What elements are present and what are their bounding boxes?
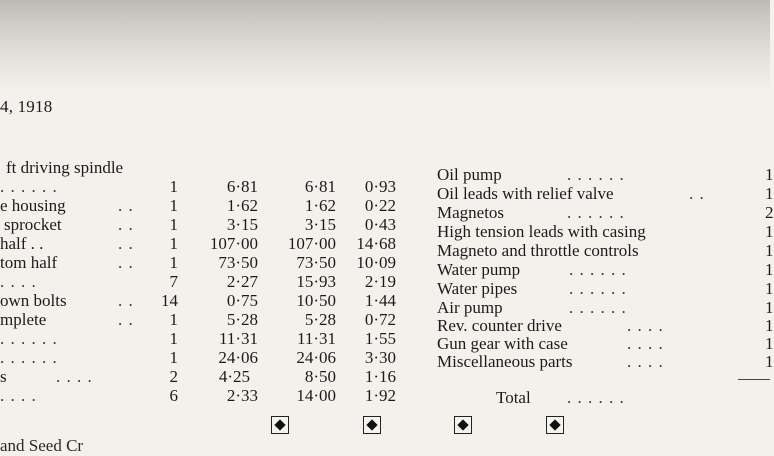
row-label: mplete [0, 310, 47, 329]
heading-text: ft driving spindle [6, 158, 124, 177]
row-qty: 2 [765, 203, 774, 222]
row-unit: 24·06 [218, 348, 258, 367]
row-total: 14·00 [296, 386, 336, 405]
row-unit: 4·25 [218, 367, 250, 386]
row-qty: 1 [169, 234, 178, 253]
row-pct: 10·09 [356, 253, 396, 272]
row-leaders: . . . . . . [569, 260, 627, 279]
row-total: 1·62 [304, 196, 336, 215]
row-unit: 1·62 [226, 196, 258, 215]
row-qty: 1 [765, 165, 774, 184]
row-total: 24·06 [296, 348, 336, 367]
row-qty: 7 [169, 272, 178, 291]
row-total: 107·00 [287, 234, 336, 253]
row-leaders: . . . . [0, 272, 37, 291]
row-label: sprocket [4, 215, 62, 234]
row-pct: 1·55 [364, 329, 396, 348]
row-label: Magneto and throttle controls [437, 241, 639, 260]
row-pct: 0·72 [364, 310, 396, 329]
row-pct: 2·19 [364, 272, 396, 291]
row-label: Air pump [437, 298, 503, 317]
row-label: Oil leads with relief valve [437, 184, 614, 203]
row-pct: 0·93 [364, 177, 396, 196]
row-unit: 11·31 [218, 329, 258, 348]
row-unit: 3·15 [226, 215, 258, 234]
page-date: 4, 1918 [0, 97, 53, 116]
row-qty: 1 [169, 348, 178, 367]
row-total: 73·50 [296, 253, 336, 272]
row-unit: 107·00 [209, 234, 258, 253]
row-leaders: . . . . . . [569, 279, 627, 298]
row-unit: 73·50 [218, 253, 258, 272]
row-label: own bolts [0, 291, 67, 310]
row-total: 6·81 [304, 177, 336, 196]
row-unit: 2·27 [226, 272, 258, 291]
row-total: 15·93 [296, 272, 336, 291]
row-label: High tension leads with casing [437, 222, 646, 241]
row-pct: 1·44 [364, 291, 396, 310]
row-qty: 1 [169, 177, 178, 196]
row-qty: 1 [169, 215, 178, 234]
row-qty: 1 [169, 196, 178, 215]
row-qty: 1 [169, 310, 178, 329]
row-unit: 5·28 [226, 310, 258, 329]
row-qty: 1 [765, 184, 774, 203]
row-leaders: . . . . [627, 352, 664, 371]
page-top-shadow [0, 0, 770, 92]
row-leaders: . . . . [56, 367, 93, 386]
row-qty: 1 [765, 241, 774, 260]
row-label: tom half [0, 253, 58, 272]
row-leaders: . . [118, 234, 134, 253]
row-qty: 1 [765, 279, 774, 298]
row-unit: 0·75 [226, 291, 258, 310]
row-qty: 1 [765, 298, 774, 317]
row-pct: 1·92 [364, 386, 396, 405]
row-unit: 2·33 [226, 386, 258, 405]
row-total: 3·15 [304, 215, 336, 234]
row-qty: 1 [765, 260, 774, 279]
row-label: e housing [0, 196, 66, 215]
row-leaders: . . . . . . [567, 165, 625, 184]
row-label: Gun gear with case [437, 334, 568, 353]
row-total: 8·50 [304, 367, 336, 386]
row-pct: 0·22 [364, 196, 396, 215]
row-qty: 1 [765, 334, 774, 353]
row-qty: 14 [161, 291, 178, 310]
row-label: s [0, 367, 7, 386]
cut-off-heading: and Seed Cr [0, 436, 84, 455]
ornament-diamond-icon [271, 416, 289, 434]
row-pct: 14·68 [356, 234, 396, 253]
row-label: Water pipes [437, 279, 518, 298]
row-qty: 1 [765, 352, 774, 371]
total-label: Total [496, 388, 531, 407]
total-rule [738, 379, 770, 380]
row-qty: 1 [765, 222, 774, 241]
row-label: Magnetos [437, 203, 505, 222]
row-leaders: . . [118, 196, 134, 215]
row-leaders: . . [118, 253, 134, 272]
row-leaders: . . . . . . [0, 348, 58, 367]
row-pct: 0·43 [364, 215, 396, 234]
row-pct: 1·16 [364, 367, 396, 386]
row-leaders: . . . . . . [567, 388, 625, 407]
row-label: Water pump [437, 260, 521, 279]
row-leaders: . . . . . . [0, 329, 58, 348]
ornament-diamond-icon [363, 416, 381, 434]
row-pct: 3·30 [364, 348, 396, 367]
row-leaders: . . . . . . [569, 298, 627, 317]
row-total: 11·31 [296, 329, 336, 348]
row-qty: 1 [169, 253, 178, 272]
row-leaders: . . [118, 215, 134, 234]
row-qty: 1 [169, 329, 178, 348]
row-unit: 6·81 [226, 177, 258, 196]
ornament-diamond-icon [546, 416, 564, 434]
row-qty: 2 [169, 367, 178, 386]
row-leaders: . . . . [627, 316, 664, 335]
row-label: Miscellaneous parts [437, 352, 573, 371]
row-qty: 6 [169, 386, 178, 405]
row-leaders: . . [118, 291, 134, 310]
row-leaders: . . . . . . [0, 177, 58, 196]
row-leaders: . . . . . . [567, 203, 625, 222]
row-leaders: . . . . [627, 334, 664, 353]
row-label: Rev. counter drive [437, 316, 562, 335]
row-total: 5·28 [304, 310, 336, 329]
row-leaders: . . . . [0, 386, 37, 405]
row-total: 10·50 [296, 291, 336, 310]
row-label: Oil pump [437, 165, 502, 184]
row-qty: 1 [765, 316, 774, 335]
row-label: half . . [0, 234, 44, 253]
ornament-diamond-icon [454, 416, 472, 434]
row-leaders: . . [118, 310, 134, 329]
row-leaders: . . [689, 184, 705, 203]
